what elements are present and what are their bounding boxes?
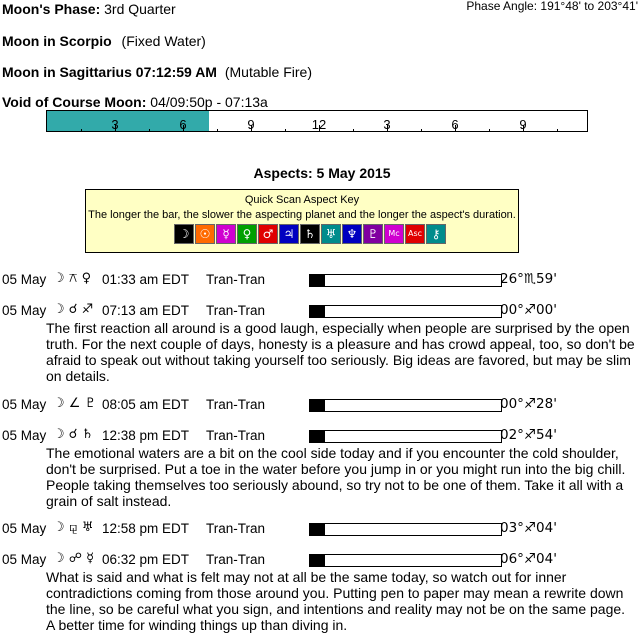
timeline-tick-label: 6 (451, 117, 459, 132)
aspect-glyphs: ☽ ☍ ☿ (53, 551, 95, 566)
planet-key-chip: ♂ (258, 224, 278, 244)
moon-sign-line-1 (2, 33, 206, 49)
timeline-tick-label: 9 (247, 117, 255, 132)
planet-key-chip: Mc (384, 224, 404, 244)
aspect-glyphs: ☽ ☌ ♄ (53, 427, 94, 442)
aspect-date: 05 May (2, 397, 47, 412)
planet-key-chip: ♄ (300, 224, 320, 244)
aspect-glyphs: ☽ ⚻ ♀ (53, 271, 92, 286)
aspect-duration-fill (310, 400, 325, 411)
moon-sign-1: Moon in Scorpio (2, 33, 112, 49)
aspect-duration-bar (309, 399, 502, 412)
aspect-position: 00°♐00' (500, 302, 557, 318)
aspect-key-title: Quick Scan Aspect Key (244, 194, 360, 206)
aspect-time: 01:33 am EDT (102, 272, 190, 287)
void-of-course-label: Void of Course Moon: (2, 94, 147, 110)
planet-key-row (174, 224, 447, 244)
timeline-minor-tick (285, 129, 286, 131)
moon-phase-line (2, 1, 176, 17)
timeline-minor-tick (81, 129, 82, 131)
aspect-duration-fill (310, 306, 325, 317)
timeline-tick-label: 6 (179, 117, 187, 132)
aspect-time: 12:58 pm EDT (102, 521, 190, 536)
timeline-minor-tick (217, 129, 218, 131)
void-of-course-line (2, 94, 268, 110)
aspect-position: 03°♐04' (500, 520, 557, 536)
aspect-time: 06:32 pm EDT (102, 552, 190, 567)
void-of-course-value: 04/09:50p - 07:13a (150, 94, 268, 110)
aspect-date: 05 May (2, 428, 47, 443)
planet-key-chip: ♃ (279, 224, 299, 244)
aspect-description: What is said and what is felt may not at all be the same today, so watch out for inner contradictions coming from those around you. Putting pen to paper may mean a rewrite down the line, so be careful what you sign, and intentions and reality may not be on the same page. A better time for winding things up than diving in. (46, 569, 626, 633)
planet-key-chip: ☽ (174, 224, 194, 244)
aspect-time: 12:38 pm EDT (102, 428, 190, 443)
aspect-position: 26°♏59' (500, 271, 557, 287)
aspect-key-box (85, 189, 519, 253)
aspect-type: Tran-Tran (206, 552, 266, 567)
timeline-minor-tick (149, 129, 150, 131)
aspect-duration-fill (310, 275, 325, 286)
aspect-key-subtitle: The longer the bar, the slower the aspecting planet and the longer the aspect's duration. (88, 209, 516, 221)
aspect-duration-bar (309, 430, 502, 443)
timeline-minor-tick (421, 129, 422, 131)
planet-key-chip: ♇ (363, 224, 383, 244)
moon-sign-line-2 (2, 64, 312, 80)
planet-key-chip: Asc (405, 224, 425, 244)
timeline-tick-label: 9 (519, 117, 527, 132)
void-of-course-timeline (46, 110, 588, 132)
planet-key-chip: ☿ (216, 224, 236, 244)
aspect-type: Tran-Tran (206, 397, 266, 412)
aspect-duration-fill (310, 524, 325, 535)
planet-key-chip: ⚷ (426, 224, 446, 244)
aspects-title: Aspects: 5 May 2015 (253, 165, 391, 181)
timeline-minor-tick (353, 129, 354, 131)
aspect-position: 06°♐04' (500, 551, 557, 567)
planet-key-chip: ☉ (195, 224, 215, 244)
aspect-type: Tran-Tran (206, 428, 266, 443)
aspect-description: The emotional waters are a bit on the cool side today and if you encounter the cold shoulder, don't be surprised. Put a toe in the water before you jump in or you might run into the big chill. People taking themselves too seriously abound, so try not to be one of them. Take it all with a grain of salt instead. (46, 445, 626, 509)
aspect-duration-fill (310, 431, 325, 442)
aspect-description: The first reaction all around is a good laugh, especially when people are surprised by the open truth. For the next couple of days, honesty is a pleasure and has crowd appeal, too, so don't be afraid to speak out without taking yourself too seriously. Big ideas are favored, but may be slim on details. (46, 320, 635, 384)
timeline-tick-label: 12 (311, 117, 327, 132)
aspect-duration-fill (310, 555, 325, 566)
moon-phase-value: 3rd Quarter (104, 1, 176, 17)
timeline-tick-label: 3 (383, 117, 391, 132)
aspect-date: 05 May (2, 272, 47, 287)
aspect-duration-bar (309, 305, 502, 318)
aspect-glyphs: ☽ ⚼ ♅ (53, 520, 94, 535)
aspect-time: 08:05 am EDT (102, 397, 190, 412)
moon-phase-label: Moon's Phase: (2, 1, 101, 17)
aspect-type: Tran-Tran (206, 272, 266, 287)
aspect-glyphs: ☽ ∠ ♇ (53, 396, 97, 411)
aspect-position: 00°♐28' (500, 396, 557, 412)
moon-sign-2: Moon in Sagittarius 07:12:59 AM (2, 64, 217, 80)
aspect-time: 07:13 am EDT (102, 303, 190, 318)
aspect-glyphs: ☽ ☌ ♐ (53, 302, 94, 317)
aspect-type: Tran-Tran (206, 303, 266, 318)
planet-key-chip: ♅ (321, 224, 341, 244)
timeline-minor-tick (489, 129, 490, 131)
aspect-type: Tran-Tran (206, 521, 266, 536)
phase-angle: Phase Angle: 191°48' to 203°41' (466, 0, 638, 13)
aspect-duration-bar (309, 554, 502, 567)
timeline-tick-label: 3 (111, 117, 119, 132)
aspect-duration-bar (309, 274, 502, 287)
planet-key-chip: ♆ (342, 224, 362, 244)
moon-sign-2-quality: (Mutable Fire) (224, 64, 312, 80)
timeline-minor-tick (557, 129, 558, 131)
aspect-date: 05 May (2, 521, 47, 536)
aspect-position: 02°♐54' (500, 427, 557, 443)
planet-key-chip: ♀ (237, 224, 257, 244)
aspect-date: 05 May (2, 303, 47, 318)
aspect-duration-bar (309, 523, 502, 536)
aspect-date: 05 May (2, 552, 47, 567)
moon-sign-1-quality: (Fixed Water) (121, 33, 206, 49)
